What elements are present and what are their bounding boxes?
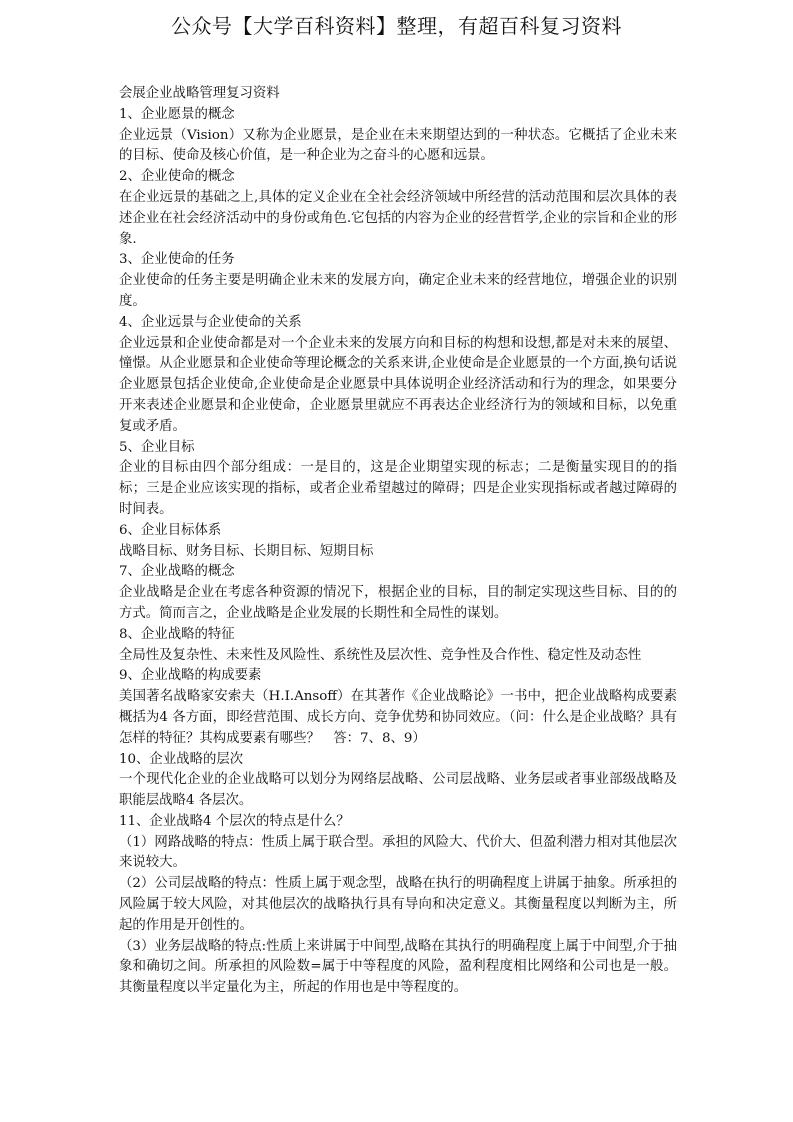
section-body-6: 战略目标、财务目标、长期目标、短期目标	[119, 543, 374, 559]
section-body-2: 在企业远景的基础之上,具体的定义企业在全社会经济领域中所经营的活动范围和层次具体的表述企业在社会经济活动中的身份或角色.它包括的内容为企业的经营哲学,企业的宗旨和企业的形象.	[119, 189, 677, 247]
document-title: 会展企业战略管理复习资料	[119, 86, 280, 101]
section-body-5: 企业的目标由四个部分组成：一是目的，这是企业期望实现的标志；二是衡量实现目的的指标；三是企业应该实现的指标，或者企业希望越过的障碍；四是企业实现指标或者越过障碍的时间表。	[119, 460, 677, 517]
section-heading-7: 7、企业战略的概念	[119, 564, 235, 580]
section-heading-6: 6、企业目标体系	[119, 522, 222, 538]
section-body-10: 一个现代化企业的企业战略可以划分为网络层战略、公司层战略、业务层或者事业部级战略及职能层战略4 各层次。	[119, 772, 677, 809]
section-heading-2: 2、企业使命的概念	[119, 169, 235, 185]
section-heading-4: 4、企业远景与企业使命的关系	[119, 314, 302, 330]
section-heading-11: 11、企业战略4 个层次的特点是什么？	[119, 813, 350, 829]
section-heading-1: 1、企业愿景的概念	[119, 106, 235, 122]
page-header-banner: 公众号【大学百科资料】整理，有超百科复习资料	[171, 14, 622, 38]
section-body-1: 企业远景（Vision）又称为企业愿景，是企业在未来期望达到的一种状态。它概括了企业未来的目标、使命及核心价值，是一种企业为之奋斗的心愿和远景。	[119, 127, 677, 164]
section-body-3: 企业使命的任务主要是明确企业未来的发展方向，确定企业未来的经营地位，增强企业的识别度。	[119, 273, 677, 309]
section-body-7: 企业战略是企业在考虑各种资源的情况下，根据企业的目标，目的制定实现这些目标、目的的方式。简而言之，企业战略是企业发展的长期性和全局性的谋划。	[119, 585, 677, 621]
section-body-4: 企业远景和企业使命都是对一个企业未来的发展方向和目标的构想和设想,都是对未来的展望、憧憬。从企业愿景和企业使命等理论概念的关系来讲,企业使命是企业愿景的一个方面,换句话说企业愿景包括企业使命,企业使命是企业愿景中具体说明企业经济活动和行为的理念，如果要分开来表述企业愿景和企业使命，企业愿景里就应不再表达企业经济行为的领域和目标，以免重复或矛盾。	[119, 335, 677, 434]
section-body-11-part-1: （1）网路战略的特点：性质上属于联合型。承担的风险大、代价大、但盈利潜力相对其他层次来说较大。	[119, 834, 677, 871]
section-body-8: 全局性及复杂性、未来性及风险性、系统性及层次性、竞争性及合作性、稳定性及动态性	[119, 647, 642, 663]
section-heading-9: 9、企业战略的构成要素	[119, 668, 262, 684]
section-body-9: 美国著名战略家安索夫（H.I.Ansoff）在其著作《企业战略论》一书中，把企业战略构成要素概括为4 各方面，即经营范围、成长方向、竞争优势和协同效应。（问：什么是企业战略？具有怎样的特征？其构成要素有哪些？ 答：7、8、9）	[119, 689, 677, 746]
document-body	[119, 84, 677, 999]
section-heading-5: 5、企业目标	[119, 439, 195, 455]
section-heading-3: 3、企业使命的任务	[119, 252, 235, 268]
section-body-11-part-2: （2）公司层战略的特点：性质上属于观念型，战略在执行的明确程度上讲属于抽象。所承担的风险属于较大风险，对其他层次的战略执行具有导向和决定意义。其衡量程度以判断为主，所起的作用是开创性的。	[119, 876, 677, 933]
section-heading-10: 10、企业战略的层次	[119, 751, 244, 767]
section-heading-8: 8、企业战略的特征	[119, 626, 235, 642]
section-body-11-part-3: （3）业务层战略的特点:性质上来讲属于中间型,战略在其执行的明确程度上属于中间型,介于抽象和确切之间。所承担的风险数=属于中等程度的风险，盈利程度相比网络和公司也是一般。其衡量程度以半定量化为主，所起的作用也是中等程度的。	[119, 938, 677, 996]
